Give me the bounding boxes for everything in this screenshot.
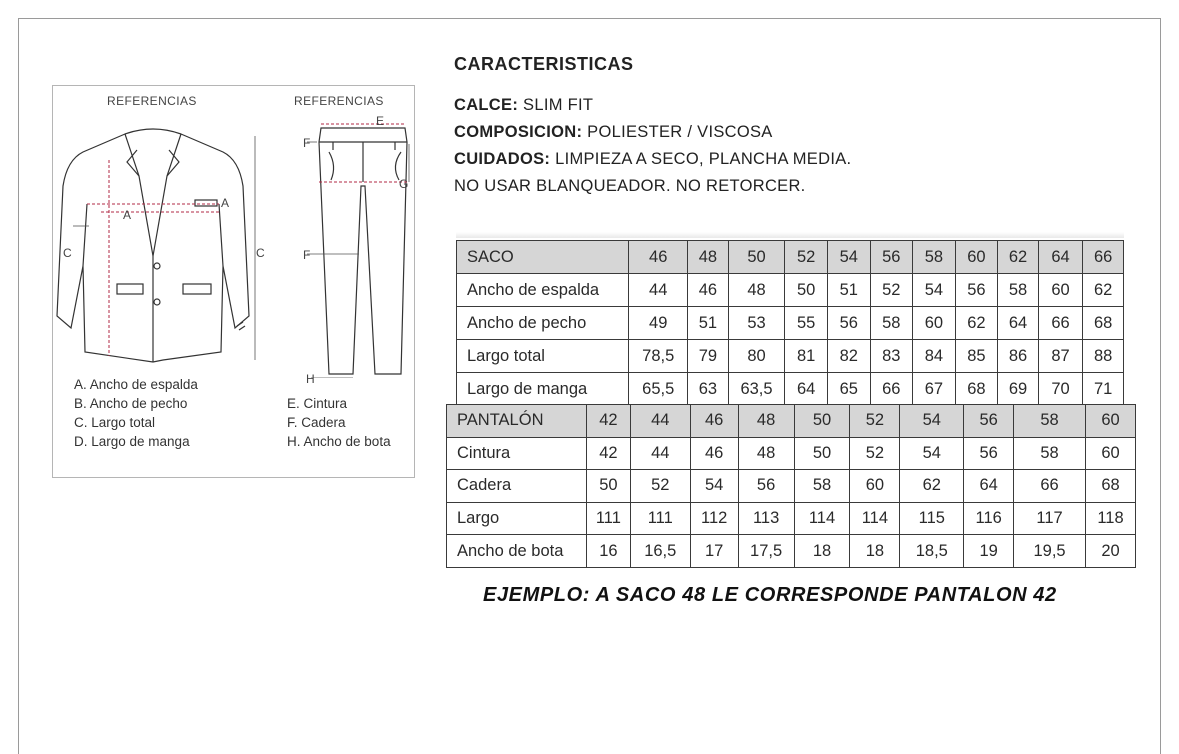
pantalon-size: 50 [794,405,850,438]
pantalon-header-row [447,405,1136,438]
cell: 71 [1083,373,1124,406]
pantalon-size: 46 [690,405,738,438]
fit-label: CALCE: [454,96,519,114]
table-row [447,502,1136,535]
cell: 50 [794,437,850,470]
row-label: Cintura [447,437,587,470]
cell: 67 [913,373,956,406]
cell: 64 [785,373,828,406]
cell: 81 [785,340,828,373]
pants-illustration [303,116,413,378]
care-line [454,150,851,169]
table-row [447,437,1136,470]
pantalon-size: 58 [1014,405,1086,438]
care-value: LIMPIEZA A SECO, PLANCHA MEDIA. [555,150,852,168]
cell: 19 [964,535,1014,568]
cell: 58 [998,274,1039,307]
pantalon-size-table [446,404,1136,568]
pants-mark-f-top: F [303,136,311,150]
cell: 78,5 [629,340,688,373]
cell: 52 [870,274,913,307]
pantalon-size: 54 [900,405,964,438]
cell: 82 [827,340,870,373]
cell: 18 [794,535,850,568]
cell: 62 [900,470,964,503]
cell: 65 [827,373,870,406]
cell: 52 [630,470,690,503]
legend-item: H. Ancho de bota [287,434,391,449]
saco-size: 54 [827,241,870,274]
cell: 111 [630,502,690,535]
cell: 18,5 [900,535,964,568]
cell: 50 [586,470,630,503]
table-row [457,373,1124,406]
composition-value: POLIESTER / VISCOSA [587,123,773,141]
cell: 54 [913,274,956,307]
cell: 44 [630,437,690,470]
cell: 66 [1038,307,1083,340]
cell: 51 [688,307,729,340]
cell: 68 [955,373,998,406]
pantalon-size: 48 [738,405,794,438]
fit-value: SLIM FIT [523,96,594,114]
jacket-mark-a-right: A [221,196,230,210]
cell: 48 [738,437,794,470]
size-example-note: EJEMPLO: A SACO 48 LE CORRESPONDE PANTALON 42 [483,584,1057,606]
pants-mark-h: H [306,372,316,386]
table-row [457,307,1124,340]
cell: 62 [955,307,998,340]
cell: 83 [870,340,913,373]
jacket-illustration [53,116,283,366]
cell: 64 [964,470,1014,503]
page-frame-left [18,18,19,754]
row-label: Ancho de pecho [457,307,629,340]
care-label: CUIDADOS: [454,150,551,168]
cell: 70 [1038,373,1083,406]
cell: 48 [728,274,785,307]
cell: 66 [870,373,913,406]
composition-line [454,123,773,142]
cell: 62 [1083,274,1124,307]
cell: 16,5 [630,535,690,568]
table-row [457,340,1124,373]
pantalon-size: 44 [630,405,690,438]
cell: 87 [1038,340,1083,373]
cell: 68 [1083,307,1124,340]
cell: 68 [1085,470,1135,503]
cell: 54 [690,470,738,503]
cell: 53 [728,307,785,340]
row-label: Largo [447,502,587,535]
legend-item: D. Largo de manga [74,434,190,449]
cell: 42 [586,437,630,470]
cell: 58 [1014,437,1086,470]
cell: 111 [586,502,630,535]
saco-size: 64 [1038,241,1083,274]
cell: 60 [1038,274,1083,307]
jacket-legend [74,375,198,451]
cell: 19,5 [1014,535,1086,568]
characteristics-heading: CARACTERISTICAS [454,54,634,74]
care-line-2: NO USAR BLANQUEADOR. NO RETORCER. [454,177,806,195]
legend-item: E. Cintura [287,396,348,411]
saco-size: 62 [998,241,1039,274]
cell: 54 [900,437,964,470]
page-frame-right [1160,18,1161,754]
saco-header-label: SACO [457,241,629,274]
jacket-mark-a-left: A [123,208,132,222]
pantalon-size: 52 [850,405,900,438]
cell: 58 [870,307,913,340]
row-label: Ancho de espalda [457,274,629,307]
cell: 65,5 [629,373,688,406]
cell: 56 [827,307,870,340]
cell: 60 [850,470,900,503]
cell: 63 [688,373,729,406]
legend-item: F. Cadera [287,415,346,430]
references-panel [52,85,415,478]
cell: 52 [850,437,900,470]
cell: 88 [1083,340,1124,373]
table-shadow [456,232,1124,238]
jacket-references-title: REFERENCIAS [107,94,197,108]
table-row [447,470,1136,503]
row-label: Largo de manga [457,373,629,406]
table-row [447,535,1136,568]
cell: 17,5 [738,535,794,568]
pantalon-header-label: PANTALÓN [447,405,587,438]
pants-legend [287,394,391,451]
cell: 114 [850,502,900,535]
cell: 112 [690,502,738,535]
jacket-mark-c-left: C [63,246,73,260]
cell: 17 [690,535,738,568]
jacket-mark-c-right: C [256,246,266,260]
cell: 58 [794,470,850,503]
composition-label: COMPOSICION: [454,123,583,141]
cell: 117 [1014,502,1086,535]
cell: 60 [913,307,956,340]
page-frame-top [18,18,1161,19]
cell: 66 [1014,470,1086,503]
saco-size: 58 [913,241,956,274]
cell: 20 [1085,535,1135,568]
cell: 50 [785,274,828,307]
saco-size: 52 [785,241,828,274]
row-label: Largo total [457,340,629,373]
cell: 64 [998,307,1039,340]
pantalon-size: 60 [1085,405,1135,438]
table-row [457,274,1124,307]
pants-mark-f-mid: F [303,248,311,262]
cell: 114 [794,502,850,535]
saco-size: 56 [870,241,913,274]
saco-size: 46 [629,241,688,274]
legend-item: C. Largo total [74,415,156,430]
cell: 116 [964,502,1014,535]
cell: 86 [998,340,1039,373]
cell: 69 [998,373,1039,406]
cell: 46 [688,274,729,307]
legend-item: B. Ancho de pecho [74,396,188,411]
cell: 84 [913,340,956,373]
saco-size: 66 [1083,241,1124,274]
cell: 46 [690,437,738,470]
pants-references-title: REFERENCIAS [294,94,384,108]
cell: 49 [629,307,688,340]
cell: 113 [738,502,794,535]
fit-line [454,96,593,115]
pantalon-size: 56 [964,405,1014,438]
cell: 56 [955,274,998,307]
saco-size: 48 [688,241,729,274]
cell: 16 [586,535,630,568]
saco-size-table [456,240,1124,406]
cell: 55 [785,307,828,340]
cell: 56 [964,437,1014,470]
cell: 18 [850,535,900,568]
cell: 85 [955,340,998,373]
saco-size: 60 [955,241,998,274]
saco-size: 50 [728,241,785,274]
cell: 44 [629,274,688,307]
row-label: Cadera [447,470,587,503]
cell: 60 [1085,437,1135,470]
legend-item: A. Ancho de espalda [74,377,198,392]
cell: 80 [728,340,785,373]
cell: 51 [827,274,870,307]
pants-mark-e: E [376,114,385,128]
row-label: Ancho de bota [447,535,587,568]
cell: 118 [1085,502,1135,535]
pantalon-size: 42 [586,405,630,438]
cell: 115 [900,502,964,535]
cell: 56 [738,470,794,503]
saco-header-row [457,241,1124,274]
cell: 79 [688,340,729,373]
pants-mark-g: G [399,177,409,191]
cell: 63,5 [728,373,785,406]
